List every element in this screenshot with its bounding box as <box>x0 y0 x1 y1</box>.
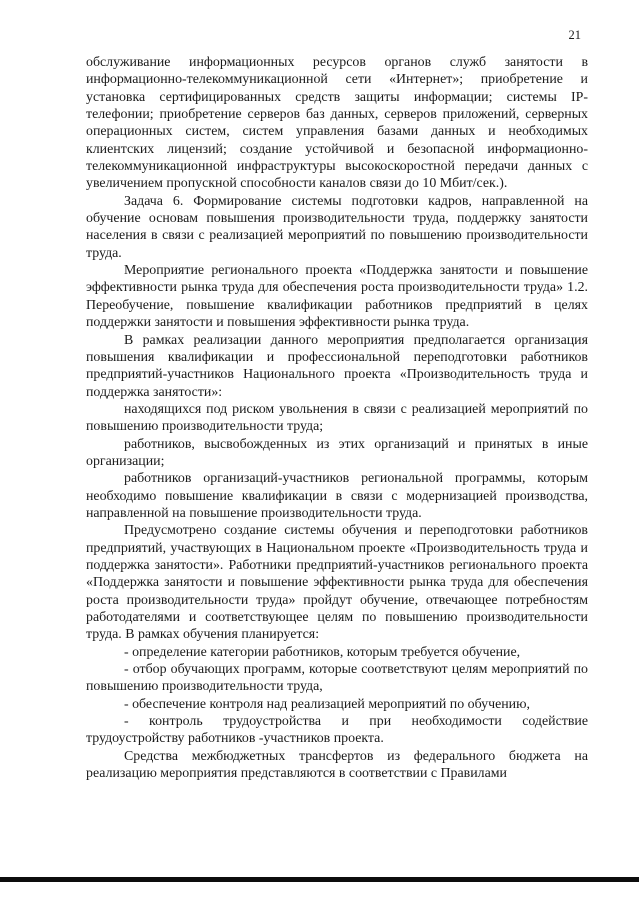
paragraph-measure-scope: В рамках реализации данного мероприятия предполагается организация повышения квалификации и профессиональной переподготовки работников предприятий-участников Национального проекта «Производительность труда и поддержка занятости»: <box>86 332 588 400</box>
page-number: 21 <box>568 28 581 42</box>
paragraph-continuation: обслуживание информационных ресурсов органов служб занятости в информационно-телекоммуникационной сети «Интернет»; приобретение и установка сертифицированных средств защиты информации; системы IP-телефонии; приобретение серверов баз данных, серверов приложений, серверных операционных систем, систем управления базами данных и необходимых клиентских лицензий; создание устойчивой и безопасной информационно-телекоммуникационной инфраструктуры высокоскоростной передачи данных с увеличением пропускной способности каналов связи до 10 Мбит/сек.). <box>86 55 588 192</box>
paragraph-federal-transfers: Средства межбюджетных трансфертов из федерального бюджета на реализацию мероприятия представляются в соответствии с Правилами <box>86 748 588 782</box>
paragraph-category-at-risk: находящихся под риском увольнения в связи с реализацией мероприятий по повышению производительности труда; <box>86 401 588 435</box>
paragraph-task-6: Задача 6. Формирование системы подготовки кадров, направленной на обучение основам повышения производительности труда, поддержку занятости населения в связи с реализацией мероприятий по повышению производительности труда. <box>86 193 588 261</box>
document-body <box>86 54 588 782</box>
paragraph-category-modernization: работников организаций-участников региональной программы, которым необходимо повышение квалификации в связи с модернизацией производства, направленной на повышение производительности труда. <box>86 471 588 521</box>
list-item-employment-control: - контроль трудоустройства и при необходимости содействие трудоустройству работников -участников проекта. <box>86 714 588 747</box>
list-item-worker-categories: - определение категории работников, которым требуется обучение, <box>124 644 521 660</box>
bottom-rule <box>0 877 639 882</box>
paragraph-category-released: работников, высвобожденных из этих организаций и принятых в иные организации; <box>86 436 588 469</box>
paragraph-measure-1-2: Мероприятие регионального проекта «Поддержка занятости и повышение эффективности рынка труда для обеспечения роста производительности труда» 1.2. Переобучение, повышение квалификации работников предприятий в целях поддержки занятости и повышения эффективности рынка труда. <box>86 263 588 331</box>
list-item-training-control: - обеспечение контроля над реализацией мероприятий по обучению, <box>124 696 530 712</box>
paragraph-training-system: Предусмотрено создание системы обучения и переподготовки работников предприятий, участвующих в Национальном проекте «Производительность труда и поддержка занятости». Работники предприятий-участников регионального проекта «Поддержка занятости и повышение эффективности рынка труда для обеспечения роста производительности труда» пройдут обучение, отвечающее потребностям работодателями и соответствующее целям по повышению производительности труда. В рамках обучения планируется: <box>86 523 588 643</box>
list-item-program-selection: - отбор обучающих программ, которые соответствуют целям мероприятий по повышению производительности труда, <box>86 662 588 695</box>
